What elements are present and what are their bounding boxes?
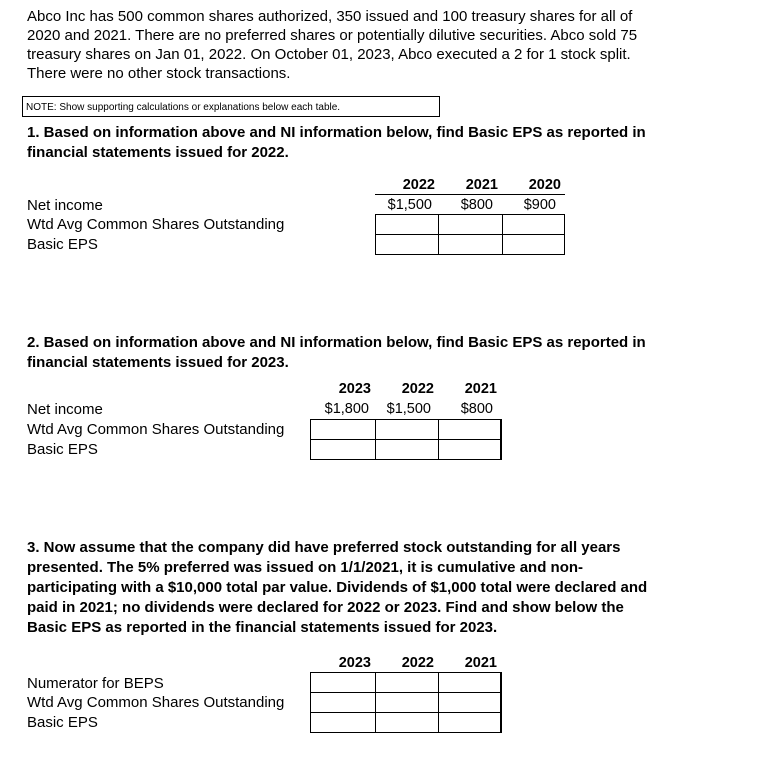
q1-year-header: 2022 <box>402 177 435 193</box>
q2-eps-2023-input[interactable] <box>310 439 376 460</box>
q2-shares-2021-input[interactable] <box>438 419 502 440</box>
q3-shares-2023-input[interactable] <box>310 692 376 713</box>
q2-label: Net income <box>27 401 103 418</box>
q1-eps-2022-input[interactable] <box>375 234 439 255</box>
q1-label: Basic EPS <box>27 236 98 253</box>
header-rule <box>375 194 565 195</box>
q3-text: participating with a $10,000 total par value. Dividends of $1,000 total were declared and <box>27 579 648 596</box>
q1-shares-2021-input[interactable] <box>438 214 503 235</box>
q2-label: Wtd Avg Common Shares Outstanding <box>27 421 285 438</box>
q2-shares-2023-input[interactable] <box>310 419 376 440</box>
q3-text: paid in 2021; no dividends were declared for 2022 or 2023. Find and show below the <box>27 599 624 616</box>
q2-eps-2021-input[interactable] <box>438 439 502 460</box>
q1-text: 1. Based on information above and NI information below, find Basic EPS as reported in <box>27 124 646 141</box>
q1-net-income: $900 <box>523 197 556 213</box>
q3-label: Basic EPS <box>27 714 98 731</box>
intro-line: Abco Inc has 500 common shares authorized, 350 issued and 100 treasury shares for all of <box>27 8 633 25</box>
q3-eps-2023-input[interactable] <box>310 712 376 733</box>
q3-shares-2022-input[interactable] <box>375 692 439 713</box>
q1-net-income: $1,500 <box>387 197 432 213</box>
q1-label: Net income <box>27 197 103 214</box>
q3-label: Numerator for BEPS <box>27 675 164 692</box>
q3-text: 3. Now assume that the company did have preferred stock outstanding for all years <box>27 539 621 556</box>
q3-label: Wtd Avg Common Shares Outstanding <box>27 694 285 711</box>
q2-text: 2. Based on information above and NI information below, find Basic EPS as reported in <box>27 334 646 351</box>
q3-year-header: 2021 <box>464 655 497 671</box>
intro-line: There were no other stock transactions. <box>27 65 291 82</box>
q2-year-header: 2023 <box>338 381 371 397</box>
intro-line: 2020 and 2021. There are no preferred shares or potentially dilutive securities. Abco sold 75 <box>27 27 638 44</box>
q3-eps-2022-input[interactable] <box>375 712 439 733</box>
q3-text: presented. The 5% preferred was issued on 1/1/2021, it is cumulative and non- <box>27 559 584 576</box>
q2-net-income: $1,500 <box>386 401 431 417</box>
q2-shares-2022-input[interactable] <box>375 419 439 440</box>
q3-year-header: 2022 <box>401 655 434 671</box>
q1-shares-2020-input[interactable] <box>502 214 565 235</box>
q2-eps-2022-input[interactable] <box>375 439 439 460</box>
q2-year-header: 2022 <box>401 381 434 397</box>
q3-eps-2021-input[interactable] <box>438 712 502 733</box>
q2-net-income: $800 <box>460 401 493 417</box>
q1-label: Wtd Avg Common Shares Outstanding <box>27 216 285 233</box>
q1-year-header: 2020 <box>528 177 561 193</box>
q3-year-header: 2023 <box>338 655 371 671</box>
q3-numerator-2021-input[interactable] <box>438 672 502 693</box>
q3-numerator-2022-input[interactable] <box>375 672 439 693</box>
note-box: NOTE: Show supporting calculations or explanations below each table. <box>22 96 440 117</box>
q2-net-income: $1,800 <box>324 401 369 417</box>
q1-year-header: 2021 <box>465 177 498 193</box>
q3-text: Basic EPS as reported in the financial statements issued for 2023. <box>27 619 498 636</box>
intro-line: treasury shares on Jan 01, 2022. On October 01, 2023, Abco executed a 2 for 1 stock split. <box>27 46 631 63</box>
q1-eps-2020-input[interactable] <box>502 234 565 255</box>
q1-text: financial statements issued for 2022. <box>27 144 289 161</box>
q1-shares-2022-input[interactable] <box>375 214 439 235</box>
q3-shares-2021-input[interactable] <box>438 692 502 713</box>
q2-year-header: 2021 <box>464 381 497 397</box>
q3-numerator-2023-input[interactable] <box>310 672 376 693</box>
q2-text: financial statements issued for 2023. <box>27 354 289 371</box>
q1-eps-2021-input[interactable] <box>438 234 503 255</box>
q1-net-income: $800 <box>460 197 493 213</box>
q2-label: Basic EPS <box>27 441 98 458</box>
